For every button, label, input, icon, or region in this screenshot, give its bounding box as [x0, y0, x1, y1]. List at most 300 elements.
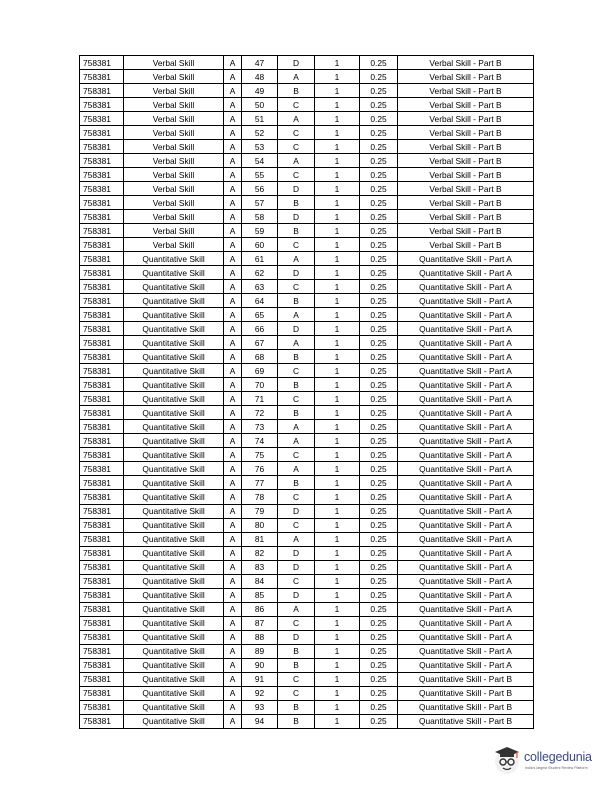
cell-candidate-id: 758381	[80, 308, 124, 322]
cell-candidate-id: 758381	[80, 686, 124, 700]
cell-negative-marks: 0.25	[360, 672, 398, 686]
cell-answer: C	[278, 168, 315, 182]
table-row	[80, 574, 534, 588]
cell-answer: B	[278, 714, 315, 728]
cell-answer: D	[278, 210, 315, 224]
cell-section: Quantitative Skill - Part A	[398, 644, 534, 658]
cell-negative-marks: 0.25	[360, 182, 398, 196]
cell-subject: Quantitative Skill	[124, 686, 224, 700]
cell-marks: 1	[315, 294, 360, 308]
cell-subject: Quantitative Skill	[124, 560, 224, 574]
cell-negative-marks: 0.25	[360, 392, 398, 406]
cell-negative-marks: 0.25	[360, 210, 398, 224]
cell-question-number: 58	[242, 210, 278, 224]
cell-question-number: 67	[242, 336, 278, 350]
table-row	[80, 602, 534, 616]
cell-candidate-id: 758381	[80, 252, 124, 266]
cell-question-number: 69	[242, 364, 278, 378]
cell-marks: 1	[315, 434, 360, 448]
cell-answer: B	[278, 224, 315, 238]
cell-candidate-id: 758381	[80, 126, 124, 140]
cell-candidate-id: 758381	[80, 294, 124, 308]
cell-marks: 1	[315, 364, 360, 378]
cell-subject: Quantitative Skill	[124, 630, 224, 644]
cell-set: A	[224, 112, 242, 126]
logo-tagline: India's largest Student Review Platform	[525, 766, 588, 770]
cell-question-number: 79	[242, 504, 278, 518]
cell-negative-marks: 0.25	[360, 56, 398, 70]
cell-question-number: 55	[242, 168, 278, 182]
cell-answer: B	[278, 84, 315, 98]
cell-question-number: 92	[242, 686, 278, 700]
cell-subject: Quantitative Skill	[124, 462, 224, 476]
cell-answer: B	[278, 658, 315, 672]
cell-marks: 1	[315, 280, 360, 294]
cell-answer: C	[278, 126, 315, 140]
cell-candidate-id: 758381	[80, 70, 124, 84]
cell-set: A	[224, 210, 242, 224]
cell-marks: 1	[315, 350, 360, 364]
cell-set: A	[224, 392, 242, 406]
answer-key-rows	[80, 56, 534, 729]
cell-answer: D	[278, 588, 315, 602]
table-row	[80, 504, 534, 518]
cell-set: A	[224, 686, 242, 700]
cell-candidate-id: 758381	[80, 644, 124, 658]
cell-marks: 1	[315, 448, 360, 462]
cell-marks: 1	[315, 84, 360, 98]
cell-subject: Verbal Skill	[124, 70, 224, 84]
cell-question-number: 86	[242, 602, 278, 616]
cell-candidate-id: 758381	[80, 518, 124, 532]
cell-question-number: 77	[242, 476, 278, 490]
cell-negative-marks: 0.25	[360, 126, 398, 140]
cell-negative-marks: 0.25	[360, 686, 398, 700]
cell-negative-marks: 0.25	[360, 70, 398, 84]
cell-subject: Verbal Skill	[124, 154, 224, 168]
cell-answer: A	[278, 434, 315, 448]
cell-set: A	[224, 168, 242, 182]
cell-candidate-id: 758381	[80, 476, 124, 490]
cell-marks: 1	[315, 154, 360, 168]
cell-question-number: 72	[242, 406, 278, 420]
cell-negative-marks: 0.25	[360, 546, 398, 560]
cell-candidate-id: 758381	[80, 504, 124, 518]
cell-section: Quantitative Skill - Part A	[398, 364, 534, 378]
cell-candidate-id: 758381	[80, 672, 124, 686]
cell-section: Quantitative Skill - Part A	[398, 560, 534, 574]
cell-section: Quantitative Skill - Part A	[398, 490, 534, 504]
cell-set: A	[224, 84, 242, 98]
cell-negative-marks: 0.25	[360, 294, 398, 308]
cell-answer: C	[278, 364, 315, 378]
cell-negative-marks: 0.25	[360, 364, 398, 378]
table-row	[80, 588, 534, 602]
table-row	[80, 434, 534, 448]
cell-section: Quantitative Skill - Part A	[398, 630, 534, 644]
cell-section: Quantitative Skill - Part B	[398, 686, 534, 700]
table-row	[80, 70, 534, 84]
table-row	[80, 616, 534, 630]
cell-subject: Verbal Skill	[124, 210, 224, 224]
cell-section: Verbal Skill - Part B	[398, 210, 534, 224]
table-row	[80, 546, 534, 560]
cell-negative-marks: 0.25	[360, 112, 398, 126]
cell-marks: 1	[315, 308, 360, 322]
cell-subject: Verbal Skill	[124, 238, 224, 252]
cell-subject: Quantitative Skill	[124, 602, 224, 616]
cell-answer: B	[278, 294, 315, 308]
cell-set: A	[224, 322, 242, 336]
cell-marks: 1	[315, 588, 360, 602]
cell-candidate-id: 758381	[80, 434, 124, 448]
cell-marks: 1	[315, 546, 360, 560]
cell-answer: B	[278, 350, 315, 364]
cell-subject: Quantitative Skill	[124, 546, 224, 560]
table-row	[80, 112, 534, 126]
cell-set: A	[224, 70, 242, 84]
cell-marks: 1	[315, 672, 360, 686]
cell-marks: 1	[315, 392, 360, 406]
cell-set: A	[224, 336, 242, 350]
cell-question-number: 90	[242, 658, 278, 672]
cell-marks: 1	[315, 658, 360, 672]
cell-subject: Quantitative Skill	[124, 700, 224, 714]
answer-key-table	[79, 55, 534, 729]
cell-section: Quantitative Skill - Part A	[398, 434, 534, 448]
cell-candidate-id: 758381	[80, 420, 124, 434]
cell-marks: 1	[315, 182, 360, 196]
cell-candidate-id: 758381	[80, 490, 124, 504]
cell-candidate-id: 758381	[80, 462, 124, 476]
cell-answer: D	[278, 266, 315, 280]
cell-negative-marks: 0.25	[360, 238, 398, 252]
cell-candidate-id: 758381	[80, 630, 124, 644]
cell-negative-marks: 0.25	[360, 84, 398, 98]
cell-question-number: 91	[242, 672, 278, 686]
cell-set: A	[224, 350, 242, 364]
cell-negative-marks: 0.25	[360, 350, 398, 364]
cell-question-number: 78	[242, 490, 278, 504]
cell-set: A	[224, 546, 242, 560]
table-row	[80, 168, 534, 182]
cell-section: Quantitative Skill - Part A	[398, 518, 534, 532]
cell-candidate-id: 758381	[80, 182, 124, 196]
cell-section: Quantitative Skill - Part A	[398, 406, 534, 420]
table-row	[80, 560, 534, 574]
cell-section: Quantitative Skill - Part B	[398, 714, 534, 728]
table-row	[80, 322, 534, 336]
cell-subject: Verbal Skill	[124, 196, 224, 210]
cell-subject: Verbal Skill	[124, 56, 224, 70]
cell-negative-marks: 0.25	[360, 98, 398, 112]
cell-negative-marks: 0.25	[360, 252, 398, 266]
cell-negative-marks: 0.25	[360, 616, 398, 630]
cell-answer: D	[278, 56, 315, 70]
cell-question-number: 49	[242, 84, 278, 98]
cell-question-number: 50	[242, 98, 278, 112]
cell-set: A	[224, 224, 242, 238]
cell-question-number: 64	[242, 294, 278, 308]
cell-question-number: 82	[242, 546, 278, 560]
cell-negative-marks: 0.25	[360, 588, 398, 602]
cell-marks: 1	[315, 126, 360, 140]
cell-question-number: 87	[242, 616, 278, 630]
collegedunia-logo	[491, 744, 603, 778]
cell-candidate-id: 758381	[80, 98, 124, 112]
cell-question-number: 53	[242, 140, 278, 154]
cell-subject: Quantitative Skill	[124, 658, 224, 672]
cell-set: A	[224, 602, 242, 616]
cell-marks: 1	[315, 700, 360, 714]
table-row	[80, 126, 534, 140]
cell-section: Quantitative Skill - Part A	[398, 462, 534, 476]
cell-subject: Verbal Skill	[124, 112, 224, 126]
cell-negative-marks: 0.25	[360, 420, 398, 434]
cell-answer: D	[278, 182, 315, 196]
table-row	[80, 672, 534, 686]
table-row	[80, 364, 534, 378]
cell-question-number: 66	[242, 322, 278, 336]
cell-set: A	[224, 378, 242, 392]
cell-marks: 1	[315, 644, 360, 658]
cell-section: Quantitative Skill - Part A	[398, 602, 534, 616]
table-row	[80, 630, 534, 644]
logo-wordmark: collegedunia	[524, 750, 592, 764]
cell-question-number: 56	[242, 182, 278, 196]
cell-section: Verbal Skill - Part B	[398, 224, 534, 238]
cell-answer: B	[278, 644, 315, 658]
cell-candidate-id: 758381	[80, 154, 124, 168]
table-row	[80, 476, 534, 490]
cell-negative-marks: 0.25	[360, 434, 398, 448]
cell-answer: C	[278, 616, 315, 630]
cell-answer: C	[278, 98, 315, 112]
cell-question-number: 85	[242, 588, 278, 602]
table-row	[80, 532, 534, 546]
cell-answer: D	[278, 322, 315, 336]
cell-question-number: 88	[242, 630, 278, 644]
table-row	[80, 686, 534, 700]
cell-subject: Quantitative Skill	[124, 392, 224, 406]
cell-candidate-id: 758381	[80, 532, 124, 546]
cell-marks: 1	[315, 210, 360, 224]
cell-answer: D	[278, 504, 315, 518]
cell-answer: A	[278, 532, 315, 546]
cell-candidate-id: 758381	[80, 196, 124, 210]
cell-question-number: 70	[242, 378, 278, 392]
cell-subject: Verbal Skill	[124, 126, 224, 140]
cell-answer: A	[278, 112, 315, 126]
cell-set: A	[224, 672, 242, 686]
cell-answer: C	[278, 238, 315, 252]
cell-candidate-id: 758381	[80, 210, 124, 224]
cell-candidate-id: 758381	[80, 168, 124, 182]
table-row	[80, 518, 534, 532]
cell-negative-marks: 0.25	[360, 602, 398, 616]
cell-set: A	[224, 126, 242, 140]
cell-marks: 1	[315, 252, 360, 266]
cell-marks: 1	[315, 560, 360, 574]
cell-candidate-id: 758381	[80, 322, 124, 336]
cell-question-number: 94	[242, 714, 278, 728]
cell-set: A	[224, 700, 242, 714]
cell-section: Verbal Skill - Part B	[398, 182, 534, 196]
cell-section: Quantitative Skill - Part A	[398, 532, 534, 546]
cell-answer: C	[278, 392, 315, 406]
cell-set: A	[224, 406, 242, 420]
cell-negative-marks: 0.25	[360, 336, 398, 350]
cell-subject: Quantitative Skill	[124, 644, 224, 658]
cell-answer: A	[278, 602, 315, 616]
cell-negative-marks: 0.25	[360, 378, 398, 392]
cell-candidate-id: 758381	[80, 714, 124, 728]
cell-subject: Verbal Skill	[124, 168, 224, 182]
cell-section: Verbal Skill - Part B	[398, 98, 534, 112]
cell-answer: C	[278, 518, 315, 532]
table-row	[80, 420, 534, 434]
cell-question-number: 75	[242, 448, 278, 462]
cell-subject: Quantitative Skill	[124, 336, 224, 350]
cell-section: Verbal Skill - Part B	[398, 196, 534, 210]
cell-subject: Quantitative Skill	[124, 364, 224, 378]
cell-negative-marks: 0.25	[360, 658, 398, 672]
cell-question-number: 60	[242, 238, 278, 252]
table-row	[80, 210, 534, 224]
cell-marks: 1	[315, 630, 360, 644]
table-row	[80, 154, 534, 168]
cell-subject: Quantitative Skill	[124, 420, 224, 434]
cell-candidate-id: 758381	[80, 560, 124, 574]
cell-negative-marks: 0.25	[360, 476, 398, 490]
cell-subject: Quantitative Skill	[124, 476, 224, 490]
cell-subject: Quantitative Skill	[124, 448, 224, 462]
cell-candidate-id: 758381	[80, 56, 124, 70]
cell-answer: A	[278, 420, 315, 434]
cell-set: A	[224, 56, 242, 70]
cell-section: Quantitative Skill - Part A	[398, 308, 534, 322]
cell-question-number: 59	[242, 224, 278, 238]
cell-question-number: 62	[242, 266, 278, 280]
table-row	[80, 644, 534, 658]
cell-question-number: 51	[242, 112, 278, 126]
cell-set: A	[224, 616, 242, 630]
cell-section: Quantitative Skill - Part A	[398, 616, 534, 630]
cell-section: Verbal Skill - Part B	[398, 70, 534, 84]
table-row	[80, 336, 534, 350]
cell-candidate-id: 758381	[80, 616, 124, 630]
cell-answer: B	[278, 196, 315, 210]
cell-subject: Quantitative Skill	[124, 308, 224, 322]
cell-candidate-id: 758381	[80, 574, 124, 588]
cell-question-number: 81	[242, 532, 278, 546]
cell-set: A	[224, 448, 242, 462]
cell-subject: Quantitative Skill	[124, 672, 224, 686]
cell-set: A	[224, 364, 242, 378]
table-row	[80, 406, 534, 420]
cell-question-number: 80	[242, 518, 278, 532]
cell-marks: 1	[315, 140, 360, 154]
table-row	[80, 56, 534, 70]
cell-subject: Quantitative Skill	[124, 532, 224, 546]
cell-marks: 1	[315, 406, 360, 420]
cell-answer: C	[278, 574, 315, 588]
cell-answer: A	[278, 70, 315, 84]
cell-answer: D	[278, 630, 315, 644]
table-row	[80, 280, 534, 294]
cell-set: A	[224, 658, 242, 672]
cell-question-number: 54	[242, 154, 278, 168]
cell-marks: 1	[315, 238, 360, 252]
cell-section: Quantitative Skill - Part B	[398, 672, 534, 686]
cell-set: A	[224, 182, 242, 196]
cell-subject: Quantitative Skill	[124, 434, 224, 448]
cell-marks: 1	[315, 616, 360, 630]
cell-subject: Verbal Skill	[124, 140, 224, 154]
cell-marks: 1	[315, 532, 360, 546]
cell-set: A	[224, 280, 242, 294]
cell-marks: 1	[315, 336, 360, 350]
cell-candidate-id: 758381	[80, 658, 124, 672]
cell-negative-marks: 0.25	[360, 196, 398, 210]
cell-question-number: 52	[242, 126, 278, 140]
cell-negative-marks: 0.25	[360, 714, 398, 728]
cell-section: Quantitative Skill - Part A	[398, 546, 534, 560]
table-row	[80, 392, 534, 406]
cell-subject: Quantitative Skill	[124, 350, 224, 364]
cell-negative-marks: 0.25	[360, 504, 398, 518]
cell-negative-marks: 0.25	[360, 490, 398, 504]
cell-negative-marks: 0.25	[360, 644, 398, 658]
cell-marks: 1	[315, 420, 360, 434]
cell-question-number: 63	[242, 280, 278, 294]
cell-subject: Quantitative Skill	[124, 406, 224, 420]
cell-subject: Verbal Skill	[124, 224, 224, 238]
cell-negative-marks: 0.25	[360, 322, 398, 336]
cell-question-number: 57	[242, 196, 278, 210]
cell-answer: C	[278, 140, 315, 154]
cell-section: Verbal Skill - Part B	[398, 238, 534, 252]
cell-question-number: 48	[242, 70, 278, 84]
cell-question-number: 73	[242, 420, 278, 434]
cell-candidate-id: 758381	[80, 364, 124, 378]
cell-question-number: 65	[242, 308, 278, 322]
cell-subject: Quantitative Skill	[124, 378, 224, 392]
cell-section: Quantitative Skill - Part A	[398, 252, 534, 266]
cell-answer: A	[278, 308, 315, 322]
cell-marks: 1	[315, 462, 360, 476]
cell-set: A	[224, 462, 242, 476]
cell-section: Quantitative Skill - Part A	[398, 588, 534, 602]
table-row	[80, 462, 534, 476]
cell-subject: Quantitative Skill	[124, 490, 224, 504]
cell-section: Quantitative Skill - Part A	[398, 336, 534, 350]
cell-section: Quantitative Skill - Part A	[398, 378, 534, 392]
cell-set: A	[224, 574, 242, 588]
cell-question-number: 68	[242, 350, 278, 364]
cell-section: Verbal Skill - Part B	[398, 154, 534, 168]
cell-subject: Quantitative Skill	[124, 280, 224, 294]
cell-set: A	[224, 294, 242, 308]
cell-candidate-id: 758381	[80, 266, 124, 280]
table-row	[80, 448, 534, 462]
cell-candidate-id: 758381	[80, 378, 124, 392]
cell-subject: Verbal Skill	[124, 98, 224, 112]
cell-section: Verbal Skill - Part B	[398, 140, 534, 154]
cell-section: Verbal Skill - Part B	[398, 168, 534, 182]
cell-answer: C	[278, 672, 315, 686]
cell-answer: D	[278, 546, 315, 560]
